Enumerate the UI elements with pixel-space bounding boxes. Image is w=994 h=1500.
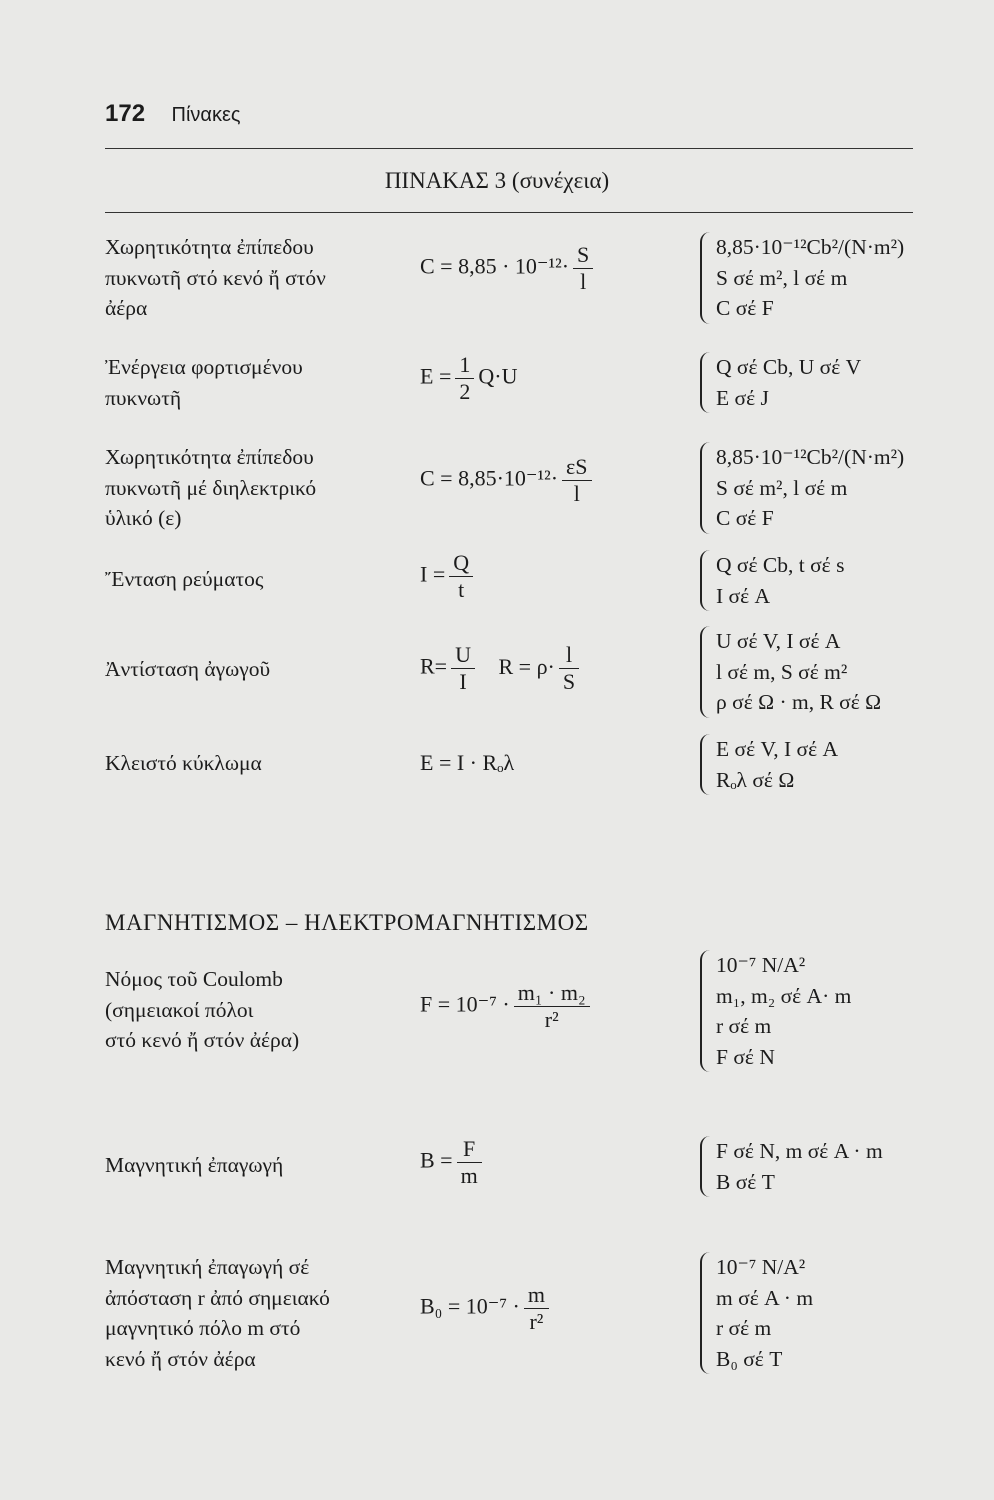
units-list: U σέ V, I σέ A l σέ m, S σέ m² ρ σέ Ω · m, R σέ Ω [700, 626, 881, 718]
quantity-label: Ἔνταση ρεύματος [105, 567, 264, 591]
units-list: 10⁻⁷ N/A² m σέ A · m r σέ m B₀ σέ T [700, 1252, 813, 1374]
quantity-label: Χωρητικότητα ἐπίπεδου πυκνωτῆ στό κενό ἤ στόν ἀέρα [105, 235, 326, 320]
formula: I = $\frac{Q}{t}$ [420, 550, 477, 603]
units-list: 8,85·10⁻¹²Cb²/(N·m²) S σέ m², l σέ m C σέ F [700, 442, 904, 534]
quantity-label: Χωρητικότητα ἐπίπεδου πυκνωτῆ μέ διηλεκτρικό ὑλικό (ε) [105, 445, 317, 530]
page-header [105, 100, 241, 128]
units-list: 10⁻⁷ N/A² m₁, m₂ σέ A· m r σέ m F σέ N [700, 950, 851, 1072]
quantity-label: Μαγνητική ἐπαγωγή [105, 1153, 284, 1177]
units-list: 8,85·10⁻¹²Cb²/(N·m²) S σέ m², l σέ m C σέ F [700, 232, 904, 324]
units-list: E σέ V, I σέ A Rₒλ σέ Ω [700, 734, 838, 795]
quantity-label: Ἀντίσταση ἀγωγοῦ [105, 657, 271, 681]
formula: B₀ = 10⁻⁷ · $\frac{m}{\text{r²}}$ [420, 1282, 553, 1335]
formula: E = $\frac{1}{2}$ Q·U [420, 352, 518, 404]
formula: F = 10⁻⁷ · $\frac{\text{m₁ · m₂}}{\text{r²}}$ [420, 980, 594, 1033]
quantity-label: Μαγνητική ἐπαγωγή σέ ἀπόσταση r ἀπό σημειακό μαγνητικό πόλο m στό κενό ἤ στόν ἀέρα [105, 1255, 330, 1371]
quantity-label: Νόμος τοῦ Coulomb (σημειακοί πόλοι στό κενό ἤ στόν ἀέρα) [105, 967, 300, 1052]
magnetism-heading: ΜΑΓΝΗΤΙΣΜΟΣ – ΗΛΕΚΤΡΟΜΑΓΝΗΤΙΣΜΟΣ [105, 910, 589, 935]
page-number: 172 [105, 100, 146, 127]
title-rule [105, 212, 913, 213]
formula: R= $\frac{U}{I}$ R = ρ· $\frac{l}{S}$ [420, 642, 583, 695]
header-rule [105, 148, 913, 149]
units-list: F σέ N, m σέ A · m B σέ T [700, 1136, 883, 1197]
units-list: Q σέ Cb, U σέ V E σέ J [700, 352, 861, 413]
formula: E = I · Rₒλ [420, 750, 515, 775]
quantity-label: Ἐνέργεια φορτισμένου πυκνωτῆ [105, 355, 303, 410]
formula: B = $\frac{F}{m}$ [420, 1136, 486, 1189]
units-list: Q σέ Cb, t σέ s I σέ A [700, 550, 844, 611]
section-name: Πίνακες [171, 104, 241, 126]
formula: C = 8,85 · 10⁻¹²· $\frac{S}{l}$ [420, 242, 597, 295]
formula: C = 8,85·10⁻¹²· $\frac{\varepsilon S}{l}$ [420, 454, 596, 507]
table-title: ΠΙΝΑΚΑΣ 3 (συνέχεια) [384, 168, 610, 193]
quantity-label: Κλειστό κύκλωμα [105, 751, 262, 775]
